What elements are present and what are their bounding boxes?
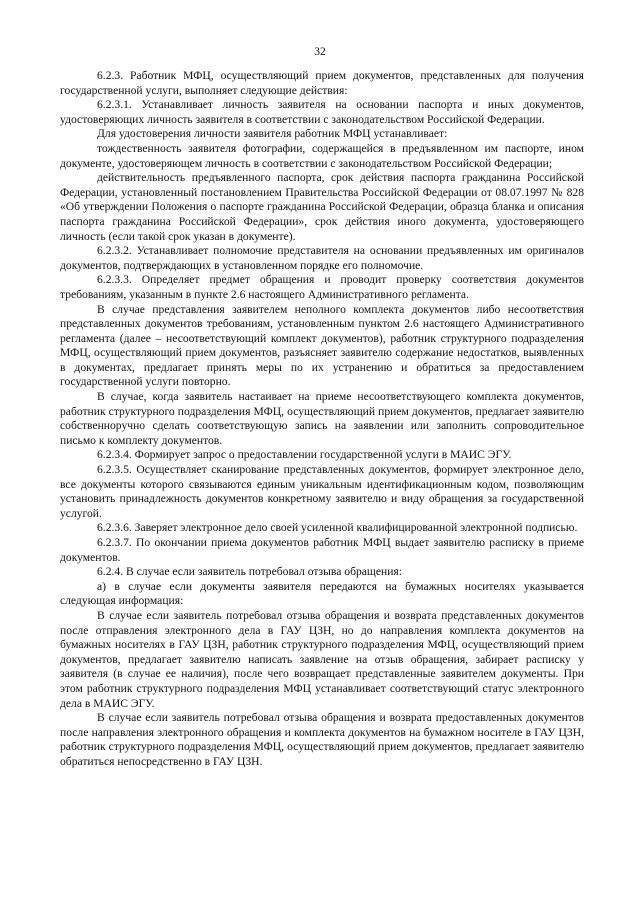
paragraph-6-2-3-3: 6.2.3.3. Определяет предмет обращения и проводит проверку соответствия документов требованиям, указанным в пункте 2.6 настоящего Административного регламента. [60, 273, 584, 301]
paragraph-6-2-4: 6.2.4. В случае если заявитель потребовал отзыва обращения: [97, 565, 402, 579]
page-number: 32 [314, 46, 326, 58]
paragraph-identity-check-intro: Для удостоверения личности заявителя работник МФЦ устанавливает: [97, 127, 448, 141]
paragraph-6-2-3-5: 6.2.3.5. Осуществляет сканирование представленных документов, формирует электронное дело, все документы которого связываются единым уникальным идентификационным кодом, позволяющим установить принадлежность документов конкретному заявителю и виду обращения за государственной услугой. [60, 463, 584, 520]
paragraph-withdrawal-after-transfer: В случае если заявитель потребовал отзыва обращения и возврата предоставленных документов после направления электронного обращения и комплекта документов на бумажном носителе в ГАУ ЦЗН, работник структурного подразделения МФЦ, осуществляющий прием документов, предлагает заявителю обратиться непосредственно в ГАУ ЦЗН. [60, 711, 584, 768]
paragraph-photo-match: тождественность заявителя фотографии, содержащейся в предъявленном им паспорте, ином документе, удостоверяющем личность в соответствии с законодательством Российской Федерации; [60, 141, 584, 170]
document-body [60, 69, 584, 770]
paragraph-6-2-3-1: 6.2.3.1. Устанавливает личность заявителя на основании паспорта и иных документов, удостоверяющих личность заявителя в соответствии с законодательством Российской Федерации. [60, 98, 584, 126]
paragraph-6-2-3-4: 6.2.3.4. Формирует запрос о предоставлении государственной услуги в МАИС ЭГУ. [97, 448, 512, 462]
paragraph-withdrawal-before-transfer: В случае если заявитель потребовал отзыва обращения и возврата представленных документов после отправления электронного дела в ГАУ ЦЗН, но до направления комплекта документов на бумажных носителях в ГАУ ЦЗН, работник структурного подразделения МФЦ, осуществляющий прием документов, предлагает заявителю написать заявление на отзыв обращения, забирает расписку у заявителя (в случае ее наличия), после чего возвращает представленные заявителем документы. При этом работник структурного подразделения МФЦ устанавливает соответствующий статус электронного дела в МАИС ЭГУ. [60, 608, 584, 710]
paragraph-6-2-3-7: 6.2.3.7. По окончании приема документов работник МФЦ выдает заявителю расписку в приеме документов. [60, 536, 584, 564]
paragraph-6-2-4-a: а) в случае если документы заявителя передаются на бумажных носителях указывается следующая информация: [60, 579, 584, 608]
paragraph-passport-validity: действительность предъявленного паспорта, срок действия паспорта гражданина Российской Федерации, установленный постановлением Правительства Российской Федерации от 08.07.1997 № 828 «Об утверждении Положения о паспорте гражданина Российской Федерации, образца бланка и описания паспорта гражданина Российской Федерации», срок действия иного документа, удостоверяющего личность (если такой срок указан в документе). [60, 171, 584, 243]
paragraph-6-2-3-6: 6.2.3.6. Заверяет электронное дело своей усиленной квалифицированной электронной подписью. [97, 521, 578, 535]
paragraph-applicant-insists: В случае, когда заявитель настаивает на приеме несоответствующего комплекта документов, работник структурного подразделения МФЦ, осуществляющий прием документов, предлагает заявителю собственноручно сделать соответствующую запись на заявлении или заполнить сопроводительное письмо к комплекту документов. [60, 390, 584, 447]
paragraph-6-2-3-2: 6.2.3.2. Устанавливает полномочие представителя на основании предъявленных им оригиналов документов, подтверждающих в установленном порядке его полномочие. [60, 244, 584, 272]
paragraph-6-2-3: 6.2.3. Работник МФЦ, осуществляющий прием документов, представленных для получения государственной услуги, выполняет следующие действия: [60, 69, 584, 97]
paragraph-incomplete-set: В случае представления заявителем неполного комплекта документов либо несоответствия представленных документов требованиям, установленным пунктом 2.6 настоящего Административного регламента (далее – несоответствующий комплект документов), работник структурного подразделения МФЦ, осуществляющий прием документов, разъясняет заявителю содержание недостатков, выявленных в документах, предлагает принять меры по их устранению и обратиться за предоставлением государственной услуги повторно. [60, 302, 584, 389]
